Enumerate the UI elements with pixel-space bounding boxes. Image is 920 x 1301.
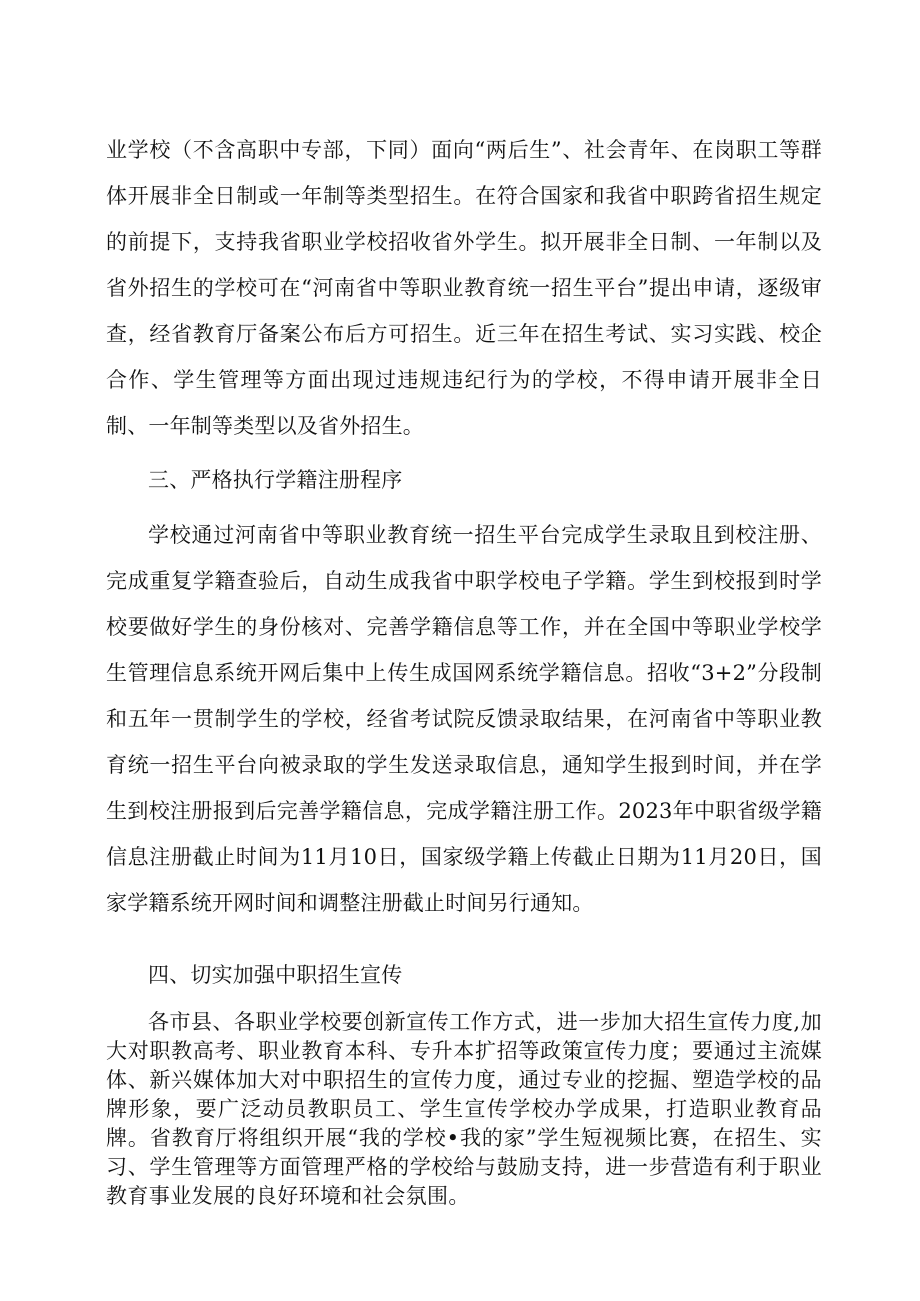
section-heading-4: 四、切实加强中职招生宣传: [148, 963, 403, 987]
paragraph-continuation: 业学校（不含高职中专部，下同）面向“两后生”、社会青年、在岗职工等群体开展非全日制或一年制等类型招生。在符合国家和我省中职跨省招生规定的前提下，支持我省职业学校招收省外学生。拟开展非全日制、一年制以及省外招生的学校可在“河南省中等职业教育统一招生平台”提出申请，逐级审查，经省教育厅备案公布后方可招生。近三年在招生考试、实习实践、校企合作、学生管理等方面出现过违规违纪行为的学校，不得申请开展非全日制、一年制等类型以及省外招生。: [106, 138, 822, 438]
paragraph-section-4: 各市县、各职业学校要创新宣传工作方式，进一步加大招生宣传力度,加大对职教高考、职业教育本科、专升本扩招等政策宣传力度；要通过主流媒体、新兴媒体加大对中职招生的宣传力度，通过专业的挖掘、塑造学校的品牌形象，要广泛动员教职员工、学生宣传学校办学成果，打造职业教育品牌。省教育厅将组织开展“我的学校•我的家”学生短视频比赛，在招生、实习、学生管理等方面管理严格的学校给与鼓励支持，进一步营造有利于职业教育事业发展的良好环境和社会氛围。: [106, 1010, 822, 1208]
paragraph-section-3: 学校通过河南省中等职业教育统一招生平台完成学生录取且到校注册、完成重复学籍查验后，自动生成我省中职学校电子学籍。学生到校报到时学校要做好学生的身份核对、完善学籍信息等工作，并在全国中等职业学校学生管理信息系统开网后集中上传生成国网系统学籍信息。招收“3+2”分段制和五年一贯制学生的学校，经省考试院反馈录取结果，在河南省中等职业教育统一招生平台向被录取的学生发送录取信息，通知学生报到时间，并在学生到校注册报到后完善学籍信息，完成学籍注册工作。2023年中职省级学籍信息注册截止时间为11月10日，国家级学籍上传截止日期为11月20日，国家学籍系统开网时间和调整注册截止时间另行通知。: [106, 523, 822, 915]
section-heading-3: 三、严格执行学籍注册程序: [148, 468, 403, 492]
